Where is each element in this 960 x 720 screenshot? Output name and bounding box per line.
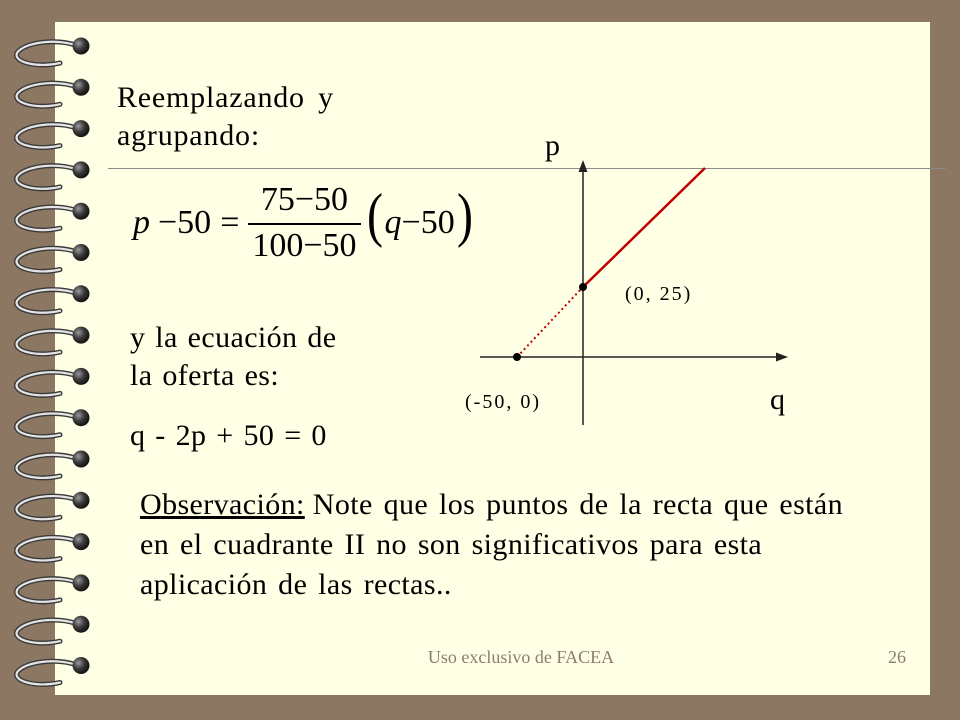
equation-variable-p: p (133, 204, 150, 241)
point-label-0-25: (0, 25) (625, 283, 693, 305)
equation-paren-open: ( (366, 182, 383, 248)
supply-line-extension-dotted (517, 287, 583, 357)
fraction-numerator: 75−50 (260, 181, 349, 218)
equation-rhs-term: −50 (401, 204, 455, 241)
result-line-2: la oferta es: (130, 359, 280, 392)
observation-line-3: aplicación de las rectas.. (140, 568, 452, 601)
observation-line-1-text: Note que los puntos de la recta que están (312, 488, 843, 521)
equation-equals-sign: = (220, 204, 240, 241)
heading-line-1: Reemplazando y (117, 81, 334, 114)
footer-text: Uso exclusivo de FACEA (427, 647, 615, 667)
supply-equation: q - 2p + 50 = 0 (130, 419, 327, 452)
result-line-1: y la ecuación de (130, 321, 337, 354)
equation-paren-close: ) (456, 182, 473, 248)
slide-number: 26 (888, 647, 906, 667)
observation-line-2: en el cuadrante II no son significativos para esta (140, 528, 763, 561)
observation-label: Observación: (140, 488, 305, 521)
point-marker-neg50-0-dot-icon (513, 353, 521, 361)
equation-lhs-term: −50 (158, 204, 212, 241)
supply-equation-intro (130, 319, 336, 395)
equation-variable-q: q (384, 204, 402, 241)
p-axis-arrow-icon (579, 160, 588, 172)
p-axis-label: p (545, 129, 561, 162)
q-axis-arrow-icon (776, 353, 788, 362)
point-label-neg50-0: (-50, 0) (465, 391, 541, 413)
point-marker-0-25-dot-icon (579, 283, 587, 291)
fraction-denominator: 100−50 (252, 227, 357, 264)
supply-line-segment (583, 168, 705, 287)
observation-paragraph (140, 485, 843, 605)
heading-line-2: agrupando: (117, 119, 260, 152)
observation-line-1 (140, 485, 843, 525)
q-axis-label: q (770, 383, 786, 416)
